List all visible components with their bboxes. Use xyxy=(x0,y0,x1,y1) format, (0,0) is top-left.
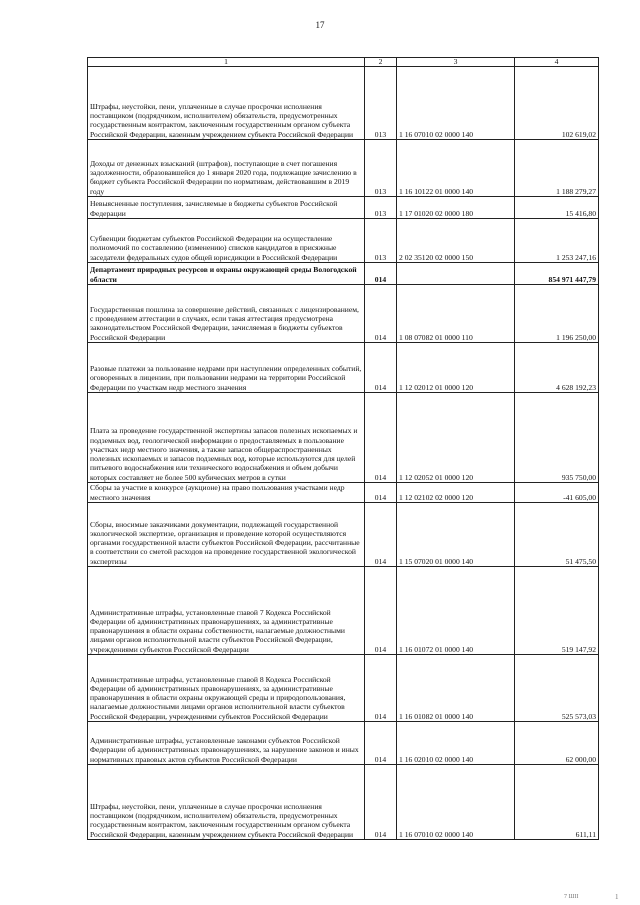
row-budget-code: 1 16 01082 01 0000 140 xyxy=(397,655,515,722)
row-budget-code: 1 12 02012 01 0000 120 xyxy=(397,343,515,393)
row-admin-code: 014 xyxy=(365,263,397,285)
revenue-table xyxy=(87,57,599,840)
table-row xyxy=(88,67,599,140)
table-row xyxy=(88,722,599,765)
row-amount: 1 188 279,27 xyxy=(515,140,599,197)
row-name: Невыясненные поступления, зачисляемые в бюджеты субъектов Российской Федерации xyxy=(88,197,365,219)
column-header: 2 xyxy=(365,58,397,67)
row-budget-code: 1 17 01020 02 0000 180 xyxy=(397,197,515,219)
row-amount: 102 619,02 xyxy=(515,67,599,140)
row-budget-code: 1 12 02052 01 0000 120 xyxy=(397,393,515,483)
column-header: 4 xyxy=(515,58,599,67)
table-row xyxy=(88,263,599,285)
row-budget-code: 2 02 35120 02 0000 150 xyxy=(397,219,515,263)
row-admin-code: 013 xyxy=(365,197,397,219)
row-budget-code: 1 16 02010 02 0000 140 xyxy=(397,722,515,765)
column-header: 3 xyxy=(397,58,515,67)
row-budget-code: 1 08 07082 01 0000 110 xyxy=(397,285,515,343)
row-amount: 4 628 192,23 xyxy=(515,343,599,393)
row-name: Департамент природных ресурсов и охраны окружающей среды Вологодской области xyxy=(88,263,365,285)
row-admin-code: 013 xyxy=(365,219,397,263)
page-number: 17 xyxy=(315,20,325,30)
row-admin-code: 013 xyxy=(365,67,397,140)
table-header-row xyxy=(88,58,599,67)
row-amount: 1 253 247,16 xyxy=(515,219,599,263)
footer-mark: 7 ШІІ xyxy=(564,894,579,900)
row-name: Сборы, вносимые заказчиками документации, подлежащей государственной экологической экспертизе, организация и проведение которой осуществляются органами государственной власти субъектов Российской Федерации, рассчитанные в соответствии со сметой расходов на проведение государственной экологической экспертизы xyxy=(88,503,365,567)
row-name: Административные штрафы, установленные законами субъектов Российской Федерации об административных правонарушениях, за нарушение законов и иных нормативных правовых актов субъектов Российской Федерации xyxy=(88,722,365,765)
row-amount: -41 605,00 xyxy=(515,483,599,503)
row-admin-code: 014 xyxy=(365,655,397,722)
row-budget-code: 1 16 07010 02 0000 140 xyxy=(397,765,515,840)
row-name: Административные штрафы, установленные главой 8 Кодекса Российской Федерации об административных правонарушениях, за административные правонарушения в области охраны окружающей среды и природопользования, налагаемые должностными лицами органов исполнительной власти субъектов Российской Федерации, учреждениями субъектов Российской Федерации xyxy=(88,655,365,722)
row-amount: 611,11 xyxy=(515,765,599,840)
row-name: Субвенции бюджетам субъектов Российской Федерации на осуществление полномочий по составлению (изменению) списков кандидатов в присяжные заседатели федеральных судов общей юрисдикции в Российской Федерации xyxy=(88,219,365,263)
row-name: Сборы за участие в конкурсе (аукционе) на право пользования участками недр местного значения xyxy=(88,483,365,503)
row-admin-code: 014 xyxy=(365,567,397,655)
row-admin-code: 014 xyxy=(365,483,397,503)
table-row xyxy=(88,655,599,722)
row-amount: 62 000,00 xyxy=(515,722,599,765)
table-row xyxy=(88,503,599,567)
row-amount: 854 971 447,79 xyxy=(515,263,599,285)
table-row xyxy=(88,343,599,393)
footer-mark-2: 1 xyxy=(615,893,619,901)
row-amount: 51 475,50 xyxy=(515,503,599,567)
row-budget-code: 1 16 10122 01 0000 140 xyxy=(397,140,515,197)
column-header: 1 xyxy=(88,58,365,67)
row-amount: 1 196 250,00 xyxy=(515,285,599,343)
row-budget-code: 1 16 07010 02 0000 140 xyxy=(397,67,515,140)
table-row xyxy=(88,765,599,840)
row-budget-code xyxy=(397,263,515,285)
row-admin-code: 014 xyxy=(365,503,397,567)
table-row xyxy=(88,393,599,483)
table-row xyxy=(88,197,599,219)
row-amount: 519 147,92 xyxy=(515,567,599,655)
table-row xyxy=(88,483,599,503)
table-row xyxy=(88,567,599,655)
row-amount: 525 573,03 xyxy=(515,655,599,722)
row-admin-code: 014 xyxy=(365,285,397,343)
row-budget-code: 1 12 02102 02 0000 120 xyxy=(397,483,515,503)
row-amount: 15 416,80 xyxy=(515,197,599,219)
table-row xyxy=(88,140,599,197)
row-admin-code: 014 xyxy=(365,722,397,765)
row-name: Разовые платежи за пользование недрами при наступлении определенных событий, оговоренных в лицензии, при пользовании недрами на территории Российской Федерации по участкам недр местного значения xyxy=(88,343,365,393)
row-name: Штрафы, неустойки, пени, уплаченные в случае просрочки исполнения поставщиком (подрядчиком, исполнителем) обязательств, предусмотренных государственным контрактом, заключенным государственным органом субъекта Российской Федерации, казенным учреждением субъекта Российской Федерации xyxy=(88,67,365,140)
row-amount: 935 750,00 xyxy=(515,393,599,483)
row-admin-code: 014 xyxy=(365,343,397,393)
row-budget-code: 1 16 01072 01 0000 140 xyxy=(397,567,515,655)
row-name: Штрафы, неустойки, пени, уплаченные в случае просрочки исполнения поставщиком (подрядчиком, исполнителем) обязательств, предусмотренных государственным контрактом, заключенным государственным органом субъекта Российской Федерации, казенным учреждением субъекта Российской Федерации xyxy=(88,765,365,840)
row-admin-code: 014 xyxy=(365,393,397,483)
table-row xyxy=(88,219,599,263)
row-budget-code: 1 15 07020 01 0000 140 xyxy=(397,503,515,567)
row-admin-code: 014 xyxy=(365,765,397,840)
row-name: Государственная пошлина за совершение действий, связанных с лицензированием, с проведением аттестации в случаях, если такая аттестация предусмотрена законодательством Российской Федерации, зачисляемая в бюджеты субъектов Российской Федерации xyxy=(88,285,365,343)
table-row xyxy=(88,285,599,343)
row-name: Доходы от денежных взысканий (штрафов), поступающие в счет погашения задолженности, образовавшейся до 1 января 2020 года, подлежащие зачислению в бюджет субъекта Российской Федерации по нормативам, действовавшим в 2019 году xyxy=(88,140,365,197)
row-name: Плата за проведение государственной экспертизы запасов полезных ископаемых и подземных вод, геологической информации о предоставляемых в пользование участках недр местного значения, а также запасов общераспространенных полезных ископаемых и запасов подземных вод, которые используются для целей питьевого водоснабжения или технического водоснабжения и объем добычи которых составляет не более 500 кубических метров в сутки xyxy=(88,393,365,483)
row-admin-code: 013 xyxy=(365,140,397,197)
row-name: Административные штрафы, установленные главой 7 Кодекса Российской Федерации об административных правонарушениях, за административные правонарушения в области охраны собственности, налагаемые должностными лицами органов исполнительной власти субъектов Российской Федерации, учреждениями субъектов Российской Федерации xyxy=(88,567,365,655)
